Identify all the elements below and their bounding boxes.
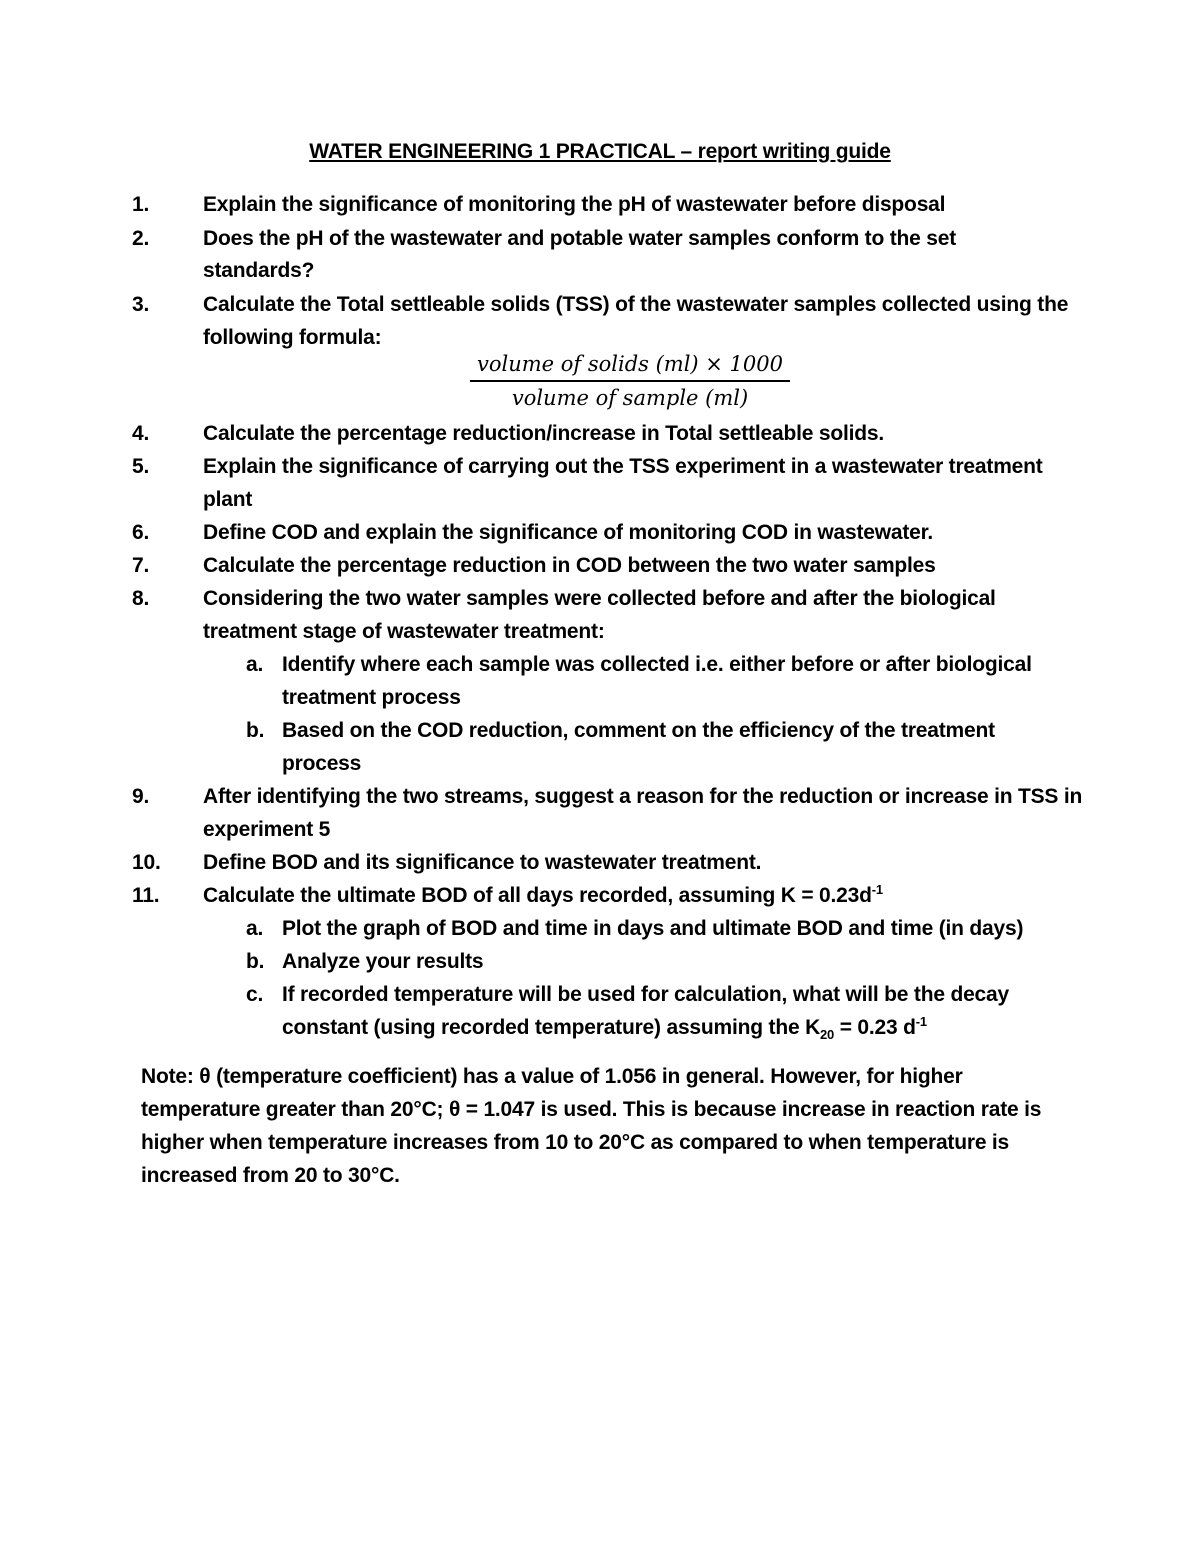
item-text: treatment stage of wastewater treatment:: [203, 620, 605, 643]
formula-numerator: volume of solids (ml) × 1000: [470, 352, 790, 382]
item-number: 1.: [132, 193, 150, 216]
item-text-main: Calculate the ultimate BOD of all days recorded, assuming K = 0.23d: [203, 884, 872, 907]
subitem-label: a.: [246, 653, 264, 676]
note-text: increased from 20 to 30°C.: [141, 1164, 400, 1187]
subitem-text: Plot the graph of BOD and time in days and ultimate BOD and time (in days): [282, 917, 1024, 940]
subscript: 20: [820, 1027, 835, 1043]
item-text: Calculate the Total settleable solids (TSS) of the wastewater samples collected using the: [203, 293, 1069, 316]
subitem-text: process: [282, 752, 362, 775]
item-number: 3.: [132, 293, 150, 316]
item-number: 7.: [132, 554, 150, 577]
item-text: following formula:: [203, 326, 382, 349]
subitem-text-pre: constant (using recorded temperature) assuming the K: [282, 1016, 821, 1039]
item-number: 8.: [132, 587, 150, 610]
subitem-text: Based on the COD reduction, comment on the efficiency of the treatment: [282, 719, 995, 742]
superscript: -1: [871, 882, 883, 897]
formula-denominator: volume of sample (ml): [511, 386, 749, 410]
item-text: experiment 5: [203, 818, 331, 841]
subitem-text: treatment process: [282, 686, 461, 709]
subitem-label: a.: [246, 917, 264, 940]
page-title: WATER ENGINEERING 1 PRACTICAL – report writing guide: [309, 140, 891, 163]
item-text: plant: [203, 488, 253, 511]
subitem-label: b.: [246, 719, 265, 742]
superscript: -1: [915, 1014, 927, 1029]
item-text: Explain the significance of monitoring the pH of wastewater before disposal: [203, 193, 946, 216]
item-text: Calculate the percentage reduction/increase in Total settleable solids.: [203, 422, 884, 445]
item-text: Define COD and explain the significance of monitoring COD in wastewater.: [203, 521, 934, 544]
note-text: Note: θ (temperature coefficient) has a value of 1.056 in general. However, for higher: [141, 1065, 963, 1088]
item-number: 2.: [132, 227, 150, 250]
note-text: temperature greater than 20°C; θ = 1.047 is used. This is because increase in reaction rate is: [141, 1098, 1042, 1121]
item-number: 4.: [132, 422, 150, 445]
note-text: higher when temperature increases from 10 to 20°C as compared to when temperature is: [141, 1131, 1010, 1154]
item-text: Explain the significance of carrying out the TSS experiment in a wastewater treatment: [203, 455, 1043, 478]
subitem-label: c.: [246, 983, 264, 1006]
item-text: After identifying the two streams, suggest a reason for the reduction or increase in TSS in: [203, 785, 1083, 808]
item-text: Considering the two water samples were collected before and after the biological: [203, 587, 996, 610]
subitem-label: b.: [246, 950, 265, 973]
subitem-text-mid: = 0.23 d: [834, 1016, 916, 1039]
subitem-text: If recorded temperature will be used for calculation, what will be the decay: [282, 983, 1009, 1006]
tss-formula: [470, 352, 790, 410]
subitem-text: [282, 1011, 927, 1044]
item-number: 6.: [132, 521, 150, 544]
item-text: Define BOD and its significance to wastewater treatment.: [203, 851, 762, 874]
subitem-text: Identify where each sample was collected i.e. either before or after biological: [282, 653, 1032, 676]
item-number: 11.: [132, 884, 160, 907]
item-number: 10.: [132, 851, 161, 874]
item-number: 9.: [132, 785, 150, 808]
item-text: [203, 879, 883, 912]
item-text: Calculate the percentage reduction in COD between the two water samples: [203, 554, 936, 577]
subitem-text: Analyze your results: [282, 950, 484, 973]
item-number: 5.: [132, 455, 150, 478]
item-text: standards?: [203, 259, 315, 282]
item-text: Does the pH of the wastewater and potable water samples conform to the set: [203, 227, 957, 250]
